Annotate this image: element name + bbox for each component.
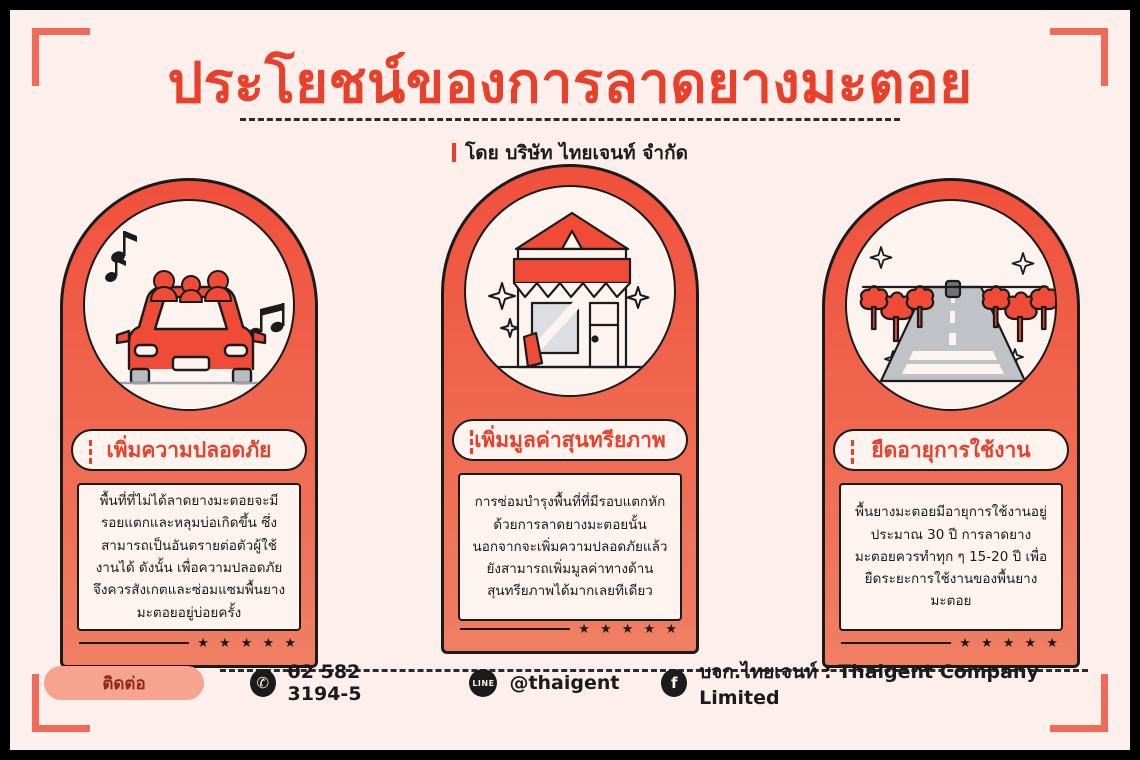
footer-contact-phone[interactable] (250, 661, 427, 705)
poster-canvas (10, 10, 1130, 750)
byline-accent-bar (452, 143, 456, 162)
footer-contacts (250, 661, 1090, 709)
footer-contact-phone-text: 02 582 3194-5 (287, 661, 362, 705)
road-with-trees-icon (845, 199, 1057, 411)
card-stars (79, 635, 299, 651)
phone-icon: ✆ (250, 669, 276, 697)
card-heading-ribbon (452, 419, 688, 461)
title-divider (240, 118, 900, 121)
page-title: ประโยชน์ของการลาดยางมะตอย (167, 51, 973, 116)
card-stars (460, 621, 680, 637)
car-with-family-icon (83, 199, 295, 411)
stars-rule (79, 642, 189, 644)
card-body-text: พื้นยางมะตอยมีอายุการใช้งานอยู่ประมาณ 30 ปี การลาดยางมะตอยควรทำทุก ๆ 15-20 ปี เพื่อยืดระยะการใช้งานของพื้นยางมะตอย (854, 504, 1048, 610)
card-heading-ribbon (71, 429, 307, 471)
stars-glyphs: ★ ★ ★ ★ ★ (959, 635, 1061, 651)
facebook-icon: f (661, 669, 687, 697)
ribbon-tick (470, 430, 473, 454)
footer-contact-facebook[interactable] (661, 657, 1090, 709)
card-heading: เพิ่มความปลอดภัย (106, 437, 272, 462)
benefit-cards (60, 178, 1080, 678)
card-body (839, 483, 1063, 631)
benefit-card-aesthetic-value (441, 164, 699, 654)
footer-contact-facebook-text: บจก.ไทยเจนท์ : Thaigent Company Limited (699, 661, 1039, 709)
card-heading-ribbon (833, 429, 1069, 471)
card-body (458, 473, 682, 621)
card-body-text: พื้นที่ที่ไม่ได้ลาดยางมะตอยจะมีรอยแตกและหลุมบ่อเกิดขึ้น ซึ่งสามารถเป็นอันตรายต่อตัวผู้ใช้งานได้ ดังนั้น เพื่อความปลอดภัยจึงควรสังเกตและซ่อมแซมพื้นยางมะตอยอยู่บ่อยครั้ง (92, 493, 286, 621)
footer-contact-line-text: @thaigent (509, 672, 620, 694)
stars-glyphs: ★ ★ ★ ★ ★ (197, 635, 299, 651)
ribbon-tick (851, 440, 854, 464)
contact-badge: ติดต่อ (44, 666, 204, 700)
storefront-icon (464, 185, 676, 397)
byline-text: โดย บริษัท ไทยเจนท์ จำกัด (465, 142, 688, 164)
footer-contact-line[interactable] (469, 669, 619, 697)
stars-rule (841, 642, 951, 644)
stars-glyphs: ★ ★ ★ ★ ★ (578, 621, 680, 637)
benefit-card-lifespan (822, 178, 1080, 668)
stars-rule (460, 628, 570, 630)
benefit-card-safety (60, 178, 318, 668)
line-icon: LINE (469, 669, 497, 697)
card-heading: เพิ่มมูลค่าสุนทรียภาพ (474, 427, 666, 452)
ribbon-tick (89, 440, 92, 464)
card-body (77, 483, 301, 631)
card-body-text: การซ่อมบำรุงพื้นที่ที่มีรอบแตกหักด้วยการลาดยางมะตอยนั้น นอกจากจะเพิ่มความปลอดภัยแล้ว ยังสามารถเพิ่มมูลค่าทางด้านสุนทรียภาพได้มากเลยทีเดียว (472, 494, 668, 600)
card-heading: ยืดอายุการใช้งาน (871, 437, 1031, 462)
card-stars (841, 635, 1061, 651)
